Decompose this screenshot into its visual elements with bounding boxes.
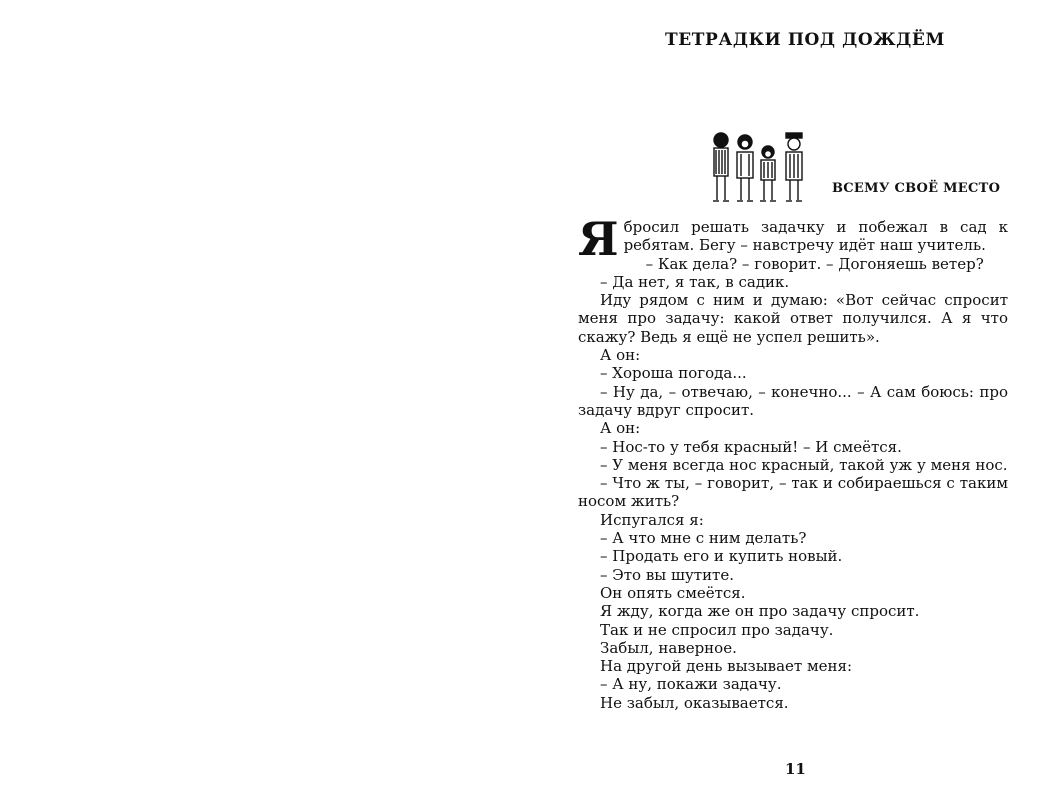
- story-paragraph: Не забыл, оказывается.: [600, 693, 789, 712]
- four-boys-standing-icon: [708, 128, 808, 208]
- story-paragraph: Испугался я:: [600, 510, 704, 529]
- story-paragraph: Так и не спросил про задачу.: [600, 620, 834, 639]
- story-paragraph: – У меня всегда нос красный, такой уж у меня нос.: [600, 455, 1008, 474]
- story-paragraph: – Хороша погода...: [600, 364, 747, 383]
- right-page: [560, 0, 1030, 800]
- story-paragraph: А он:: [600, 419, 641, 438]
- story-paragraph: Иду рядом с ним и думаю: «Вот сейчас спросит меня про задачу: какой ответ получился. А я что скажу? Ведь я ещё не успел решить».: [578, 291, 1008, 346]
- story-paragraph: – Ну да, – отвечаю, – конечно... – А сам боюсь: про задачу вдруг спросит.: [578, 382, 1008, 419]
- drop-cap: Я: [578, 212, 619, 266]
- story-paragraph: – А что мне с ним делать?: [600, 529, 807, 548]
- story-paragraph: – А ну, покажи задачу.: [600, 675, 782, 694]
- story-paragraph: На другой день вызывает меня:: [600, 657, 853, 676]
- story-paragraph: А он:: [600, 346, 641, 365]
- story-text: [578, 212, 1008, 712]
- story-paragraph: Забыл, наверное.: [600, 638, 737, 657]
- story-paragraph: – Как дела? – говорит. – Догоняешь ветер?: [645, 254, 984, 273]
- story-paragraph: – Что ж ты, – говорит, – так и собираешься с таким носом жить?: [578, 474, 1008, 511]
- story-paragraph: Я жду, когда же он про задачу спросит.: [600, 602, 920, 621]
- story-paragraph: Он опять смеётся.: [600, 583, 746, 602]
- opening-paragraph-text: бросил решать задачку и побежал в сад к ребятам. Бегу – навстречу идёт наш учитель.: [623, 218, 1008, 255]
- story-paragraph: – Да нет, я так, в садик.: [600, 272, 790, 291]
- running-head: ТЕТРАДКИ ПОД ДОЖДЁМ: [665, 30, 945, 50]
- story-paragraph: – Это вы шутите.: [600, 565, 735, 584]
- page-number: 11: [785, 760, 806, 778]
- chapter-title: ВСЕМУ СВОЁ МЕСТО: [832, 181, 1001, 196]
- story-paragraphs: [578, 255, 1008, 712]
- story-paragraph: – Продать его и купить новый.: [600, 547, 843, 566]
- story-paragraph: – Нос-то у тебя красный! – И смеётся.: [600, 437, 902, 456]
